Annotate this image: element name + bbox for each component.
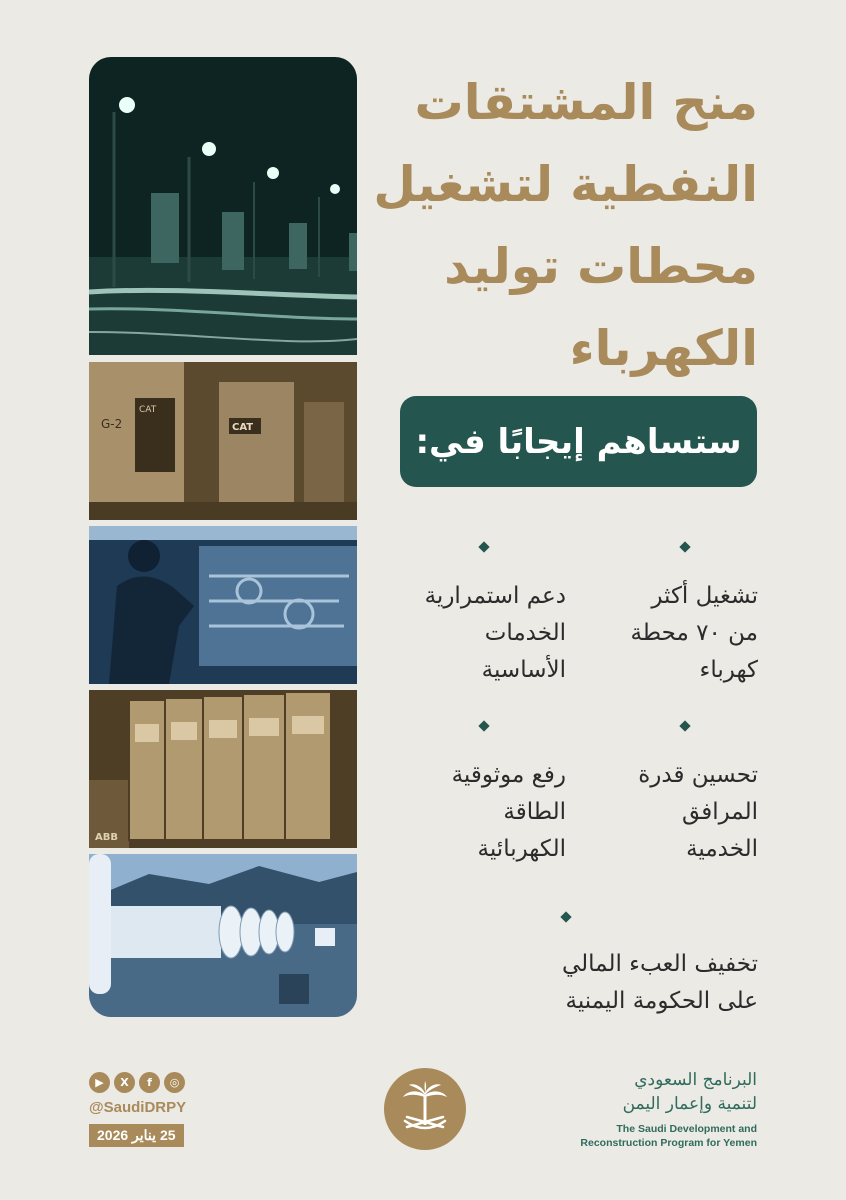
org-en-line: Reconstruction Program for Yemen [580,1137,757,1149]
power-station-photo [89,854,357,1017]
benefit-line: رفع موثوقية [451,762,566,788]
organization-logo [557,1068,757,1150]
benefit-line: الكهربائية [477,836,566,862]
organization-name-en [557,1122,757,1150]
svg-text:CAT: CAT [232,422,254,433]
title-line: الكهرباء [569,320,758,377]
bullet-diamond-icon [478,720,489,731]
contribution-banner [400,396,757,487]
street-lights-photo [89,57,357,355]
benefit-line: تحسين قدرة [638,762,758,788]
technician-photo [89,526,357,684]
title-line: محطات توليد [444,238,758,295]
x-icon[interactable]: X [114,1072,135,1093]
benefit-line: الخدمات [484,620,566,646]
org-ar-line: البرنامج السعودي [634,1070,757,1090]
benefit-item-services [386,578,566,689]
facebook-icon[interactable]: f [139,1072,160,1093]
bullet-diamond-icon [679,720,690,731]
benefit-line: على الحكومة اليمنية [565,988,758,1014]
title-line: النفطية لتشغيل [373,156,758,213]
benefit-line: تخفيف العبء المالي [561,951,758,977]
org-ar-line: لتنمية وإعمار اليمن [622,1094,757,1114]
palm-swords-emblem-icon [384,1068,466,1150]
benefit-line: الطاقة [503,799,566,825]
org-en-line: The Saudi Development and [616,1123,757,1135]
youtube-icon[interactable]: ▶ [89,1072,110,1093]
svg-text:G-2: G-2 [101,417,123,431]
benefit-line: الأساسية [481,657,566,683]
generators-photo [89,362,357,520]
benefit-item-reliability [386,757,566,868]
benefit-item-financial [398,946,758,1020]
benefit-line: تشغيل أكثر [651,583,758,609]
footer-social [89,1072,186,1147]
bullet-diamond-icon [560,911,571,922]
banner-text: ستساهم إيجابًا في: [415,421,742,462]
page-title [358,62,758,390]
benefit-line: الخدمية [686,836,758,862]
social-icons [89,1072,186,1093]
switchgear-photo [89,690,357,848]
svg-text:ABB: ABB [95,832,118,843]
benefit-line: المرافق [682,799,758,825]
svg-text:CAT: CAT [139,405,157,415]
organization-name-ar [557,1068,757,1116]
benefit-item-stations [578,578,758,689]
benefit-line: كهرباء [699,657,758,683]
bullet-diamond-icon [478,541,489,552]
title-line: منح المشتقات [414,74,758,131]
benefit-line: دعم استمرارية [424,583,566,609]
bullet-diamond-icon [679,541,690,552]
date-badge: 25 يناير 2026 [89,1124,184,1147]
benefit-line: من ٧٠ محطة [630,620,758,646]
benefit-item-facilities [578,757,758,868]
photo-strip [89,57,357,1017]
social-handle[interactable]: @SaudiDRPY [89,1099,187,1116]
instagram-icon[interactable]: ◎ [164,1072,185,1093]
